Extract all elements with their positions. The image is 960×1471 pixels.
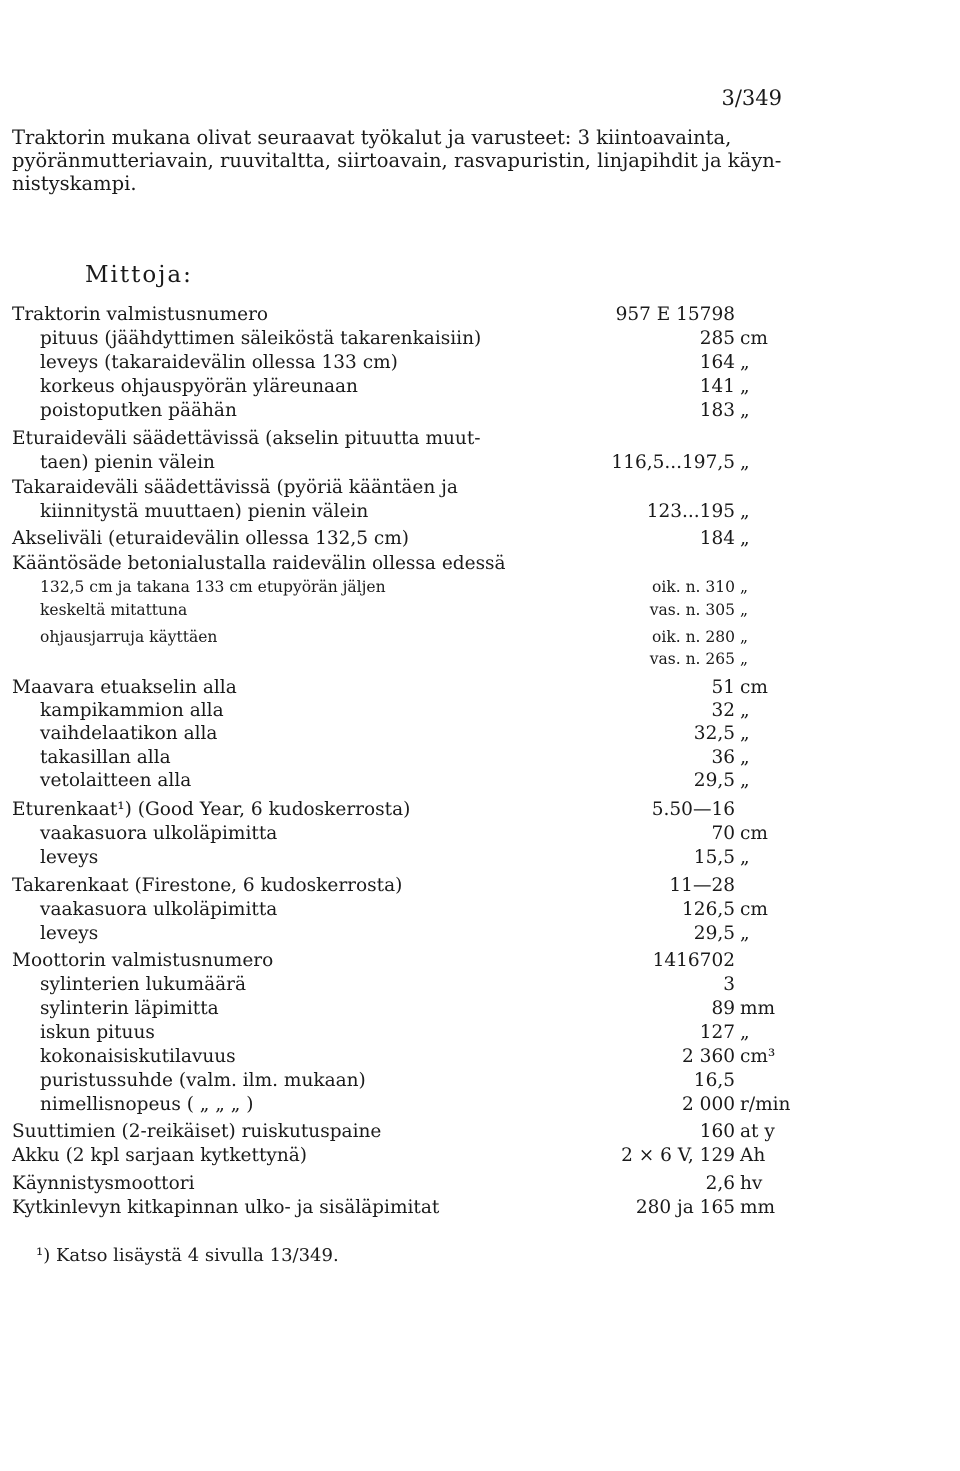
spec-unit: „ — [740, 376, 750, 397]
spec-label: takasillan alla — [40, 747, 171, 768]
spec-row — [0, 746, 960, 769]
spec-value: 2 × 6 V, 129 — [621, 1145, 735, 1166]
spec-label: leveys — [40, 847, 99, 868]
spec-row — [0, 599, 960, 622]
spec-label: Akseliväli (eturaidevälin ollessa 132,5 cm) — [12, 528, 410, 549]
spec-row — [0, 500, 960, 523]
spec-row — [0, 1045, 960, 1068]
spec-value: oik. n. 280 — [652, 628, 735, 646]
spec-unit: cm³ — [740, 1046, 776, 1067]
spec-unit: „ — [740, 747, 750, 768]
spec-row — [0, 822, 960, 845]
spec-value: 5.50—16 — [651, 799, 735, 820]
spec-unit: „ — [740, 770, 750, 791]
spec-label: Akku (2 kpl sarjaan kytkettynä) — [12, 1145, 307, 1166]
spec-label: ohjausjarruja käyttäen — [40, 628, 218, 646]
spec-label: kiinnitystä muuttaen) pienin välein — [40, 501, 369, 522]
spec-unit: „ — [740, 1022, 750, 1043]
spec-row — [0, 648, 960, 671]
spec-row — [0, 303, 960, 326]
spec-row — [0, 626, 960, 649]
spec-value: 89 — [711, 998, 735, 1019]
spec-value: 11—28 — [669, 875, 735, 896]
spec-row — [0, 676, 960, 699]
spec-unit: „ — [740, 578, 749, 596]
spec-row — [0, 1144, 960, 1167]
spec-value: 2,6 — [705, 1173, 735, 1194]
spec-value: 29,5 — [693, 770, 735, 791]
spec-row — [0, 427, 960, 450]
spec-label: vaakasuora ulkoläpimitta — [40, 899, 278, 920]
spec-row — [0, 476, 960, 499]
spec-unit: cm — [740, 823, 768, 844]
spec-value: 32,5 — [693, 723, 735, 744]
spec-label: puristussuhde (valm. ilm. mukaan) — [40, 1070, 366, 1091]
spec-value: 184 — [699, 528, 735, 549]
spec-value: 280 ja 165 — [635, 1197, 735, 1218]
spec-label: sylinterin läpimitta — [40, 998, 219, 1019]
spec-row — [0, 1196, 960, 1219]
spec-row — [0, 1093, 960, 1116]
spec-label: poistoputken päähän — [40, 400, 237, 421]
spec-unit: hv — [740, 1173, 763, 1194]
section-heading: Mittoja: — [85, 262, 193, 288]
spec-value: 183 — [699, 400, 735, 421]
spec-unit: mm — [740, 998, 776, 1019]
spec-label: leveys — [40, 923, 99, 944]
spec-value: 160 — [699, 1121, 735, 1142]
spec-value: 2 000 — [682, 1094, 735, 1115]
spec-label: vaakasuora ulkoläpimitta — [40, 823, 278, 844]
spec-value: 116,5...197,5 — [611, 452, 735, 473]
spec-unit: cm — [740, 677, 768, 698]
spec-value: 123...195 — [646, 501, 735, 522]
spec-unit: „ — [740, 528, 750, 549]
spec-value: 16,5 — [693, 1070, 735, 1091]
spec-value: vas. n. 265 — [649, 650, 735, 668]
spec-row — [0, 527, 960, 550]
spec-label: Maavara etuakselin alla — [12, 677, 237, 698]
spec-row — [0, 922, 960, 945]
spec-label: pituus (jäähdyttimen säleiköstä takarenkaisiin) — [40, 328, 482, 349]
spec-row — [0, 798, 960, 821]
spec-value: 51 — [711, 677, 735, 698]
intro-line: nistyskampi. — [12, 172, 137, 195]
spec-value: vas. n. 305 — [649, 601, 735, 619]
spec-label: Suuttimien (2-reikäiset) ruiskutuspaine — [12, 1121, 382, 1142]
spec-value: 2 360 — [682, 1046, 735, 1067]
spec-row — [0, 1069, 960, 1092]
spec-row — [0, 722, 960, 745]
spec-value: 36 — [711, 747, 735, 768]
spec-row — [0, 375, 960, 398]
spec-unit: „ — [740, 923, 750, 944]
spec-value: 32 — [711, 700, 735, 721]
spec-label: 132,5 cm ja takana 133 cm etupyörän jäljen — [40, 578, 386, 596]
spec-label: vaihdelaatikon alla — [40, 723, 218, 744]
spec-label: taen) pienin välein — [40, 452, 215, 473]
spec-value: 1416702 — [652, 950, 735, 971]
spec-unit: „ — [740, 700, 750, 721]
spec-label: Kytkinlevyn kitkapinnan ulko- ja sisäläpimitat — [12, 1197, 440, 1218]
spec-row — [0, 576, 960, 599]
spec-unit: „ — [740, 400, 750, 421]
page-number: 3/349 — [721, 86, 782, 110]
spec-label: Eturaideväli säädettävissä (akselin pituutta muut- — [12, 428, 481, 449]
spec-unit: Ah — [740, 1145, 766, 1166]
spec-value: 29,5 — [693, 923, 735, 944]
spec-label: Moottorin valmistusnumero — [12, 950, 274, 971]
intro-paragraph — [12, 126, 782, 195]
footnote: ¹) Katso lisäystä 4 sivulla 13/349. — [36, 1245, 339, 1266]
spec-value: 285 — [699, 328, 735, 349]
spec-label: vetolaitteen alla — [40, 770, 192, 791]
spec-label: Takarenkaat (Firestone, 6 kudoskerrosta) — [12, 875, 403, 896]
spec-unit: cm — [740, 328, 768, 349]
spec-row — [0, 552, 960, 575]
spec-label: keskeltä mitattuna — [40, 601, 188, 619]
intro-line: Traktorin mukana olivat seuraavat työkalut ja varusteet: 3 kiintoavainta, — [12, 126, 732, 149]
spec-unit: „ — [740, 650, 749, 668]
spec-row — [0, 846, 960, 869]
spec-label: Eturenkaat¹) (Good Year, 6 kudoskerrosta) — [12, 799, 411, 820]
intro-line: pyöränmutteriavain, ruuvitaltta, siirtoavain, rasvapuristin, linjapihdit ja käyn- — [12, 149, 782, 172]
spec-label: sylinterien lukumäärä — [40, 974, 247, 995]
spec-unit: „ — [740, 601, 749, 619]
spec-value: oik. n. 310 — [652, 578, 735, 596]
spec-row — [0, 874, 960, 897]
spec-label: korkeus ohjauspyörän yläreunaan — [40, 376, 358, 397]
spec-label: nimellisnopeus ( „ „ „ ) — [40, 1094, 254, 1115]
spec-row — [0, 327, 960, 350]
spec-row — [0, 351, 960, 374]
spec-value: 70 — [711, 823, 735, 844]
spec-value: 126,5 — [682, 899, 735, 920]
spec-value: 15,5 — [693, 847, 735, 868]
spec-row — [0, 1120, 960, 1143]
spec-label: leveys (takaraidevälin ollessa 133 cm) — [40, 352, 398, 373]
spec-label: kokonaisiskutilavuus — [40, 1046, 236, 1067]
spec-row — [0, 997, 960, 1020]
spec-row — [0, 699, 960, 722]
spec-label: Takaraideväli säädettävissä (pyöriä kääntäen ja — [12, 477, 458, 498]
spec-row — [0, 949, 960, 972]
spec-row — [0, 973, 960, 996]
spec-unit: „ — [740, 628, 749, 646]
spec-value: 127 — [699, 1022, 735, 1043]
spec-label: kampikammion alla — [40, 700, 224, 721]
spec-row — [0, 451, 960, 474]
spec-label: Traktorin valmistusnumero — [12, 304, 269, 325]
spec-unit: mm — [740, 1197, 776, 1218]
spec-row — [0, 1021, 960, 1044]
spec-value: 3 — [723, 974, 735, 995]
spec-row — [0, 399, 960, 422]
spec-label: Käynnistysmoottori — [12, 1173, 195, 1194]
spec-unit: „ — [740, 352, 750, 373]
spec-unit: cm — [740, 899, 768, 920]
spec-unit: „ — [740, 452, 750, 473]
spec-unit: r/min — [740, 1094, 791, 1115]
spec-value: 141 — [699, 376, 735, 397]
spec-unit: „ — [740, 501, 750, 522]
spec-value: 957 E 15798 — [615, 304, 735, 325]
spec-row — [0, 1172, 960, 1195]
spec-row — [0, 898, 960, 921]
spec-row — [0, 769, 960, 792]
spec-unit: „ — [740, 847, 750, 868]
spec-unit: at y — [740, 1121, 775, 1142]
spec-unit: „ — [740, 723, 750, 744]
spec-label: Kääntösäde betonialustalla raidevälin ollessa edessä — [12, 553, 506, 574]
spec-label: iskun pituus — [40, 1022, 155, 1043]
spec-value: 164 — [699, 352, 735, 373]
